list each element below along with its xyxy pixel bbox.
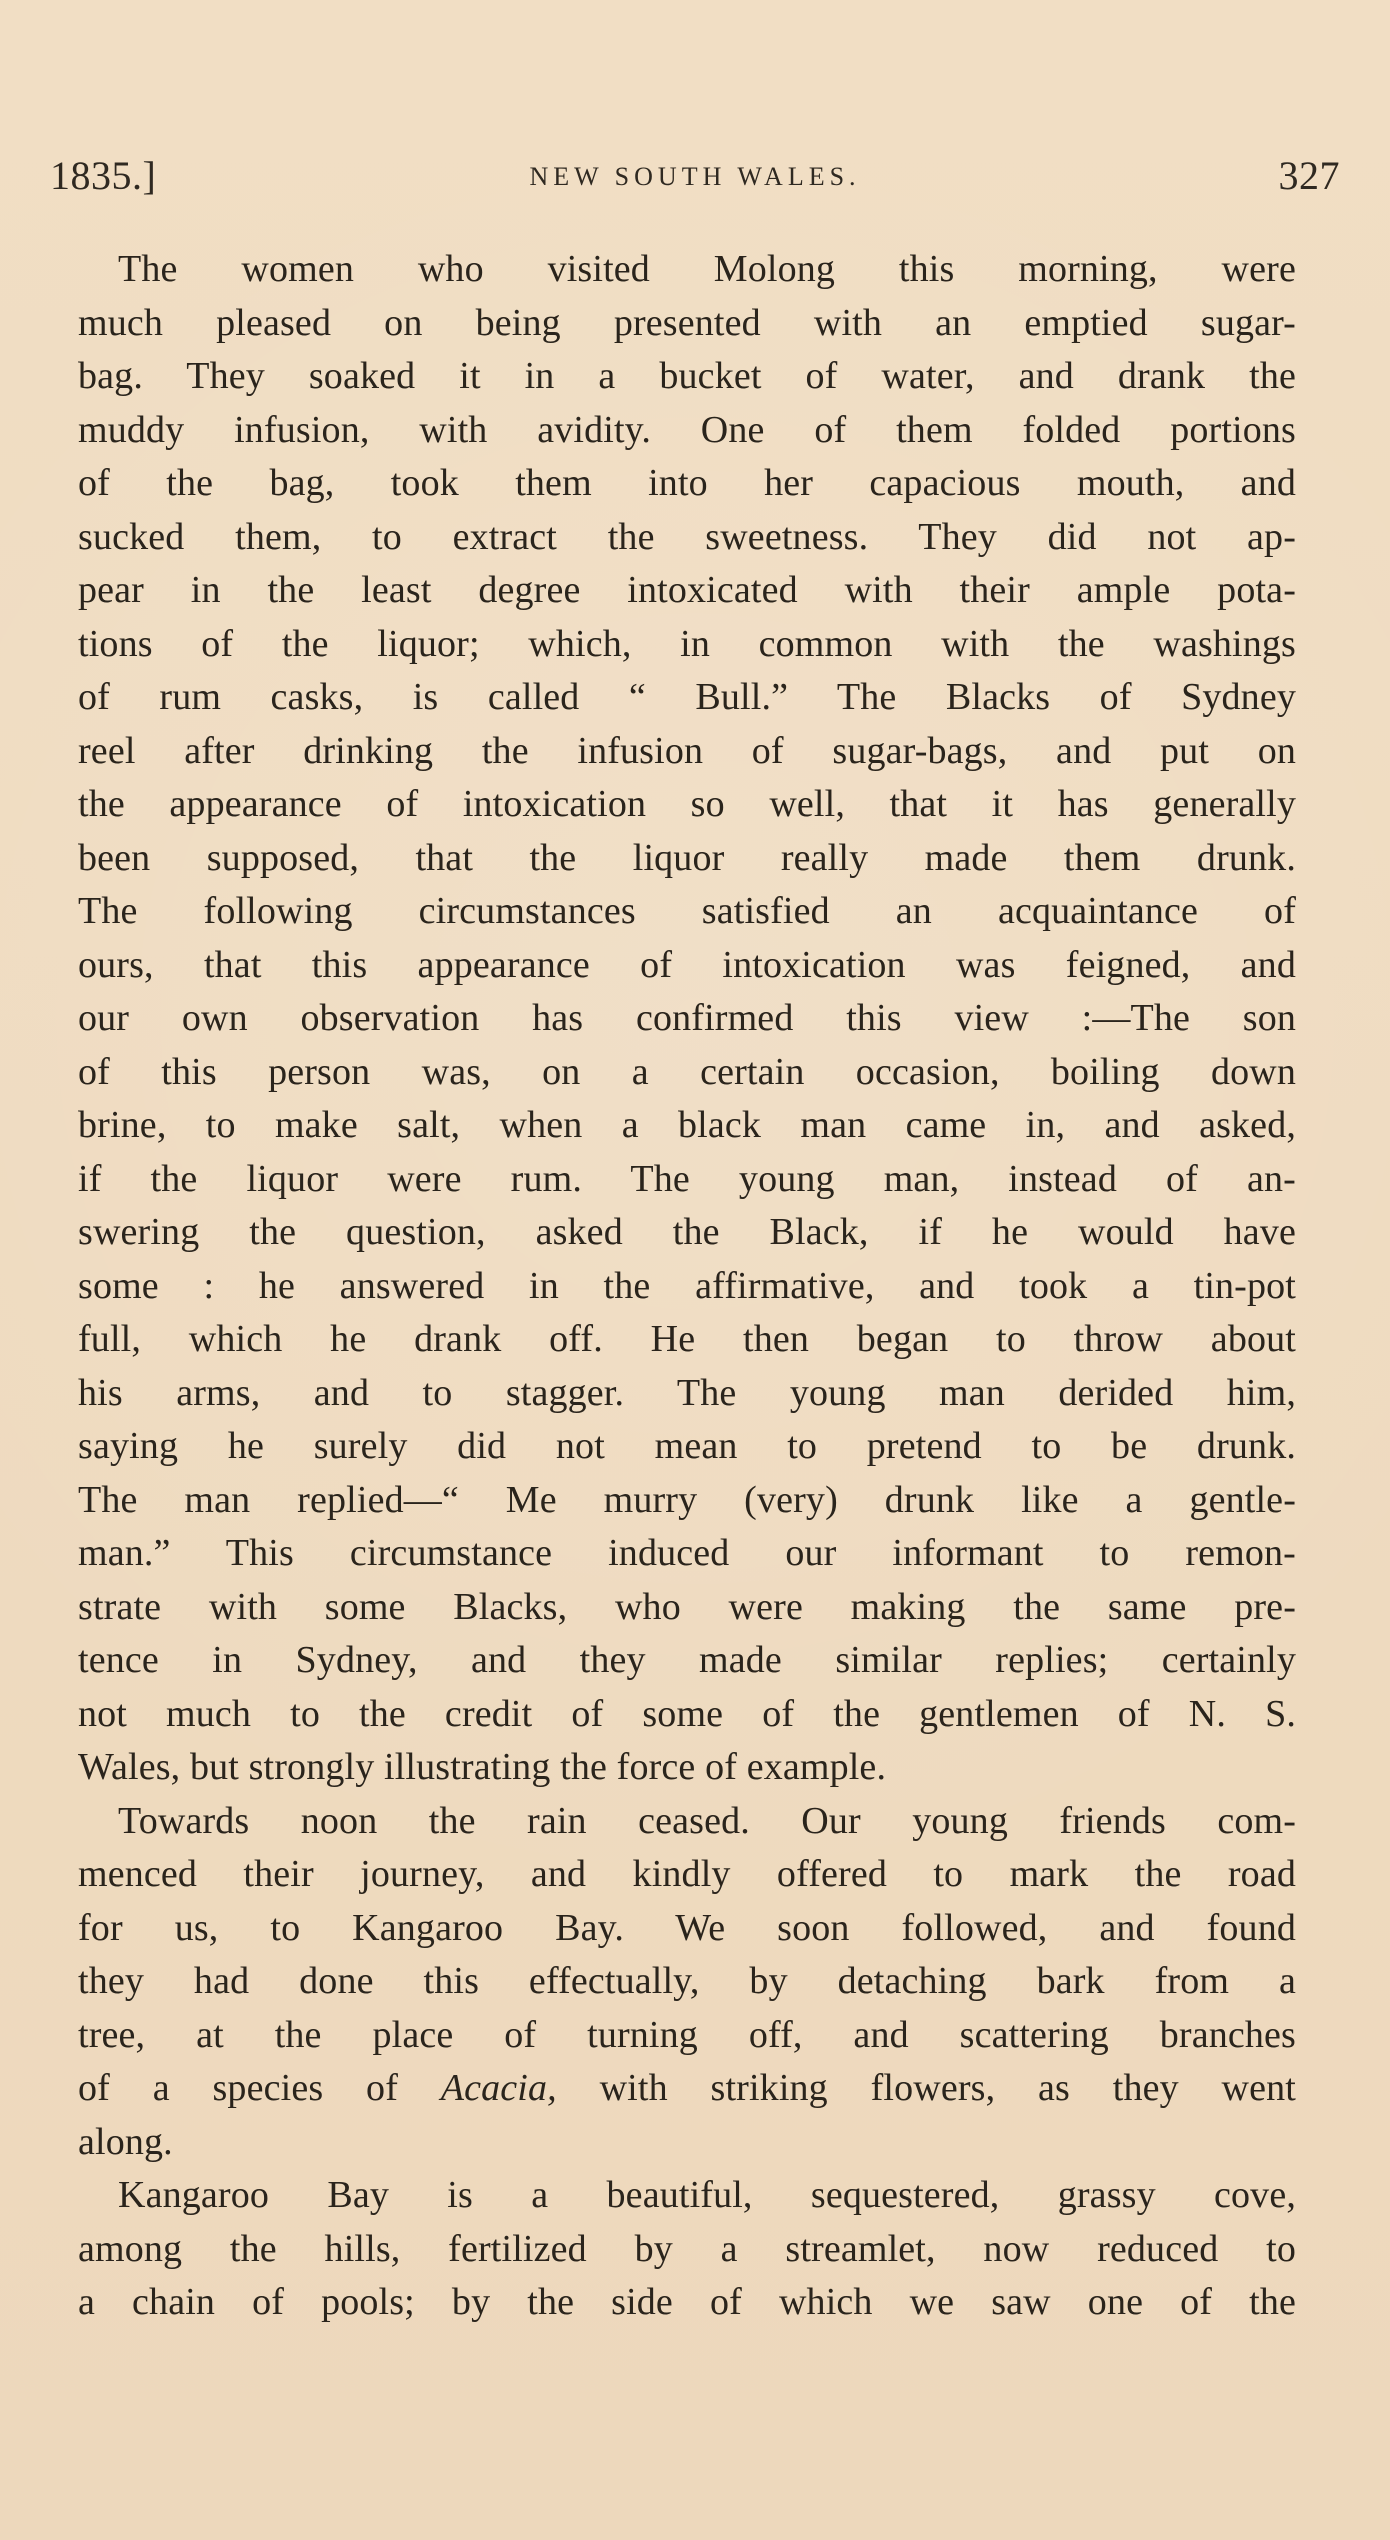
text-line: of this person was, on a certain occasion, boiling down (78, 1050, 1296, 1093)
text-line: not much to the credit of some of the gentlemen of N. S. (78, 1692, 1296, 1735)
text-line: menced their journey, and kindly offered to mark the road (78, 1853, 1296, 1895)
text-line: of the bag, took them into her capacious mouth, and (78, 462, 1296, 504)
text-line: swering the question, asked the Black, if he would have (78, 1211, 1296, 1253)
text-line: his arms, and to stagger. The young man derided him, (78, 1371, 1296, 1414)
text-line: tree, at the place of turning off, and scattering branches (78, 2013, 1296, 2056)
text-line: much pleased on being presented with an emptied sugar- (78, 301, 1296, 344)
text-line: The man replied—“ Me murry (very) drunk like a gentle- (78, 1478, 1296, 1521)
text-line: our own observation has confirmed this view :—The son (78, 997, 1296, 1039)
text-line: Wales, but strongly illustrating the force of example. (78, 1746, 887, 1788)
text-line: full, which he drank off. He then began to throw about (78, 1318, 1296, 1360)
text-line: strate with some Blacks, who were making the same pre- (78, 1585, 1296, 1628)
text-line: a chain of pools; by the side of which we saw one of the (78, 2281, 1296, 2323)
text-line: been supposed, that the liquor really made them drunk. (78, 836, 1296, 879)
text-line: man.” This circumstance induced our informant to remon- (78, 1532, 1296, 1574)
text-line: of rum casks, is called “ Bull.” The Blacks of Sydney (78, 676, 1296, 718)
text-fragment: of a species of (78, 2067, 441, 2109)
text-line: they had done this effectually, by detaching bark from a (78, 1960, 1296, 2002)
text-line: ours, that this appearance of intoxication was feigned, and (78, 943, 1296, 986)
page-number: 327 (1278, 153, 1340, 198)
text-line: pear in the least degree intoxicated with their ample pota- (78, 569, 1296, 611)
text-line: for us, to Kangaroo Bay. We soon followed, and found (78, 1906, 1296, 1949)
running-title: NEW SOUTH WALES. (529, 162, 861, 191)
text-line: brine, to make salt, when a black man came in, and asked, (78, 1104, 1296, 1146)
text-line-with-italic (78, 2062, 1296, 2116)
page-header (50, 152, 1340, 208)
text-line: tions of the liquor; which, in common with the washings (78, 622, 1296, 665)
text-line: muddy infusion, with avidity. One of them folded portions (78, 408, 1296, 451)
text-line: saying he surely did not mean to pretend to be drunk. (78, 1425, 1296, 1467)
text-line: reel after drinking the infusion of sugar-bags, and put on (78, 729, 1296, 772)
text-line: The women who visited Molong this morning, were (118, 248, 1296, 290)
header-year: 1835.] (50, 153, 157, 198)
body-text (78, 243, 1296, 2330)
text-line: The following circumstances satisfied an acquaintance of (78, 890, 1296, 932)
text-line: among the hills, fertilized by a streamlet, now reduced to (78, 2227, 1296, 2270)
italic-term: Acacia, (440, 2067, 557, 2109)
text-fragment: with striking flowers, as they went (556, 2067, 1296, 2109)
text-line: Towards noon the rain ceased. Our young friends com- (118, 1799, 1296, 1842)
text-line: the appearance of intoxication so well, that it has generally (78, 783, 1296, 825)
text-line: if the liquor were rum. The young man, instead of an- (78, 1157, 1296, 1200)
text-line: tence in Sydney, and they made similar replies; certainly (78, 1639, 1296, 1681)
text-line: bag. They soaked it in a bucket of water, and drank the (78, 355, 1296, 397)
text-line: some : he answered in the affirmative, and took a tin-pot (78, 1264, 1296, 1307)
text-line: sucked them, to extract the sweetness. They did not ap- (78, 515, 1296, 558)
text-line: Kangaroo Bay is a beautiful, sequestered, grassy cove, (118, 2174, 1296, 2216)
text-line: along. (78, 2120, 173, 2163)
